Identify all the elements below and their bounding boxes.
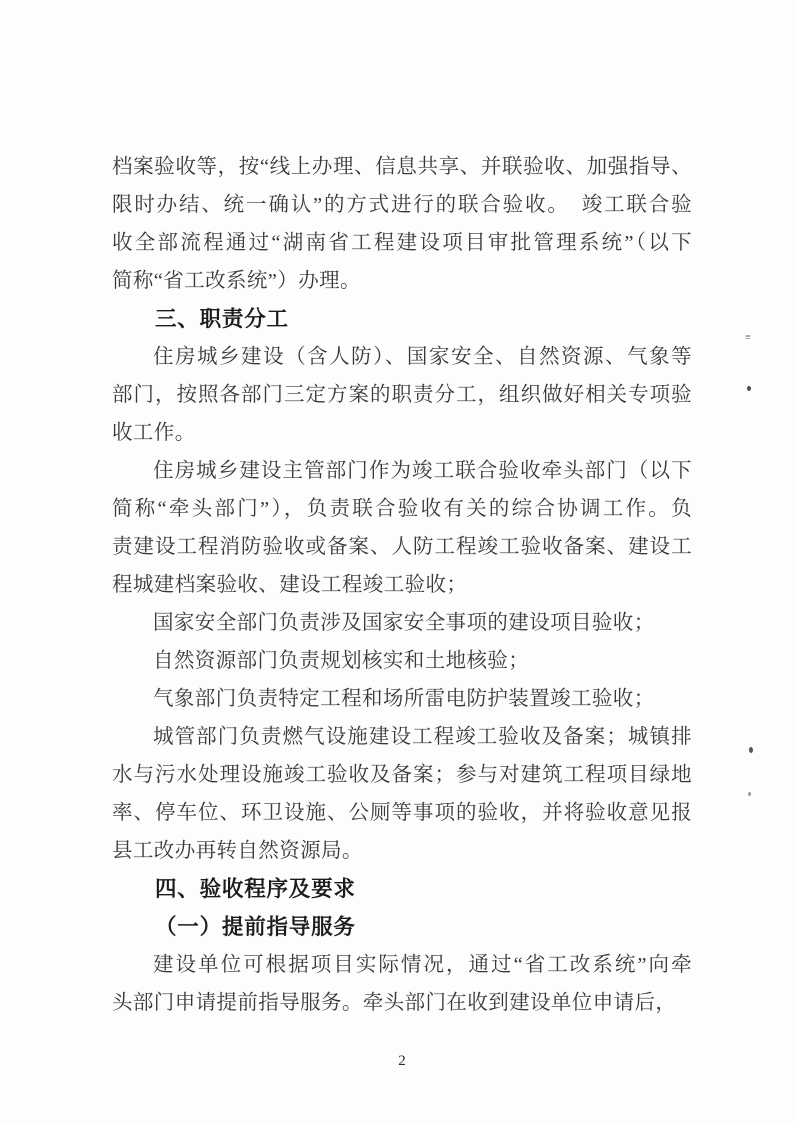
text-line: 国家安全部门负责涉及国家安全事项的建设项目验收； xyxy=(153,612,655,634)
text-line: 档案验收等，按“线上办理、信息共享、并联验收、加强指导、 xyxy=(112,156,692,178)
scan-speck-icon xyxy=(747,386,751,391)
text-line: 简称“牵头部门”），负责联合验收有关的综合协调工作。负 xyxy=(112,498,692,520)
document-body xyxy=(112,148,692,1022)
heading-line: 四、验收程序及要求 xyxy=(155,877,356,901)
text-line: 头部门申请提前指导服务。牵头部门在收到建设单位申请后， xyxy=(112,992,677,1014)
text-line: 城管部门负责燃气设施建设工程竣工验收及备案；城镇排 xyxy=(153,726,692,748)
scan-speck-icon xyxy=(749,747,753,753)
text-line: 住房城乡建设（含人防）、国家安全、自然资源、气象等 xyxy=(153,346,692,368)
text-line: 限时办结、统一确认”的方式进行的联合验收。 竣工联合验 xyxy=(112,194,692,216)
text-line: 部门，按照各部门三定方案的职责分工，组织做好相关专项验 xyxy=(112,384,692,406)
text-line: 率、停车位、环卫设施、公厕等事项的验收，并将验收意见报 xyxy=(112,802,692,824)
text-line: 程城建档案验收、建设工程竣工验收； xyxy=(112,574,468,596)
text-line: 气象部门负责特定工程和场所雷电防护装置竣工验收； xyxy=(153,688,655,710)
text-line: 水与污水处理设施竣工验收及备案；参与对建筑工程项目绿地 xyxy=(112,764,692,786)
heading-line: （一）提前指导服务 xyxy=(155,915,356,939)
scan-speck-icon: ≡ xyxy=(745,332,751,343)
text-line: 住房城乡建设主管部门作为竣工联合验收牵头部门（以下 xyxy=(153,460,692,482)
scan-speck-icon xyxy=(748,792,751,796)
heading-line: 三、职责分工 xyxy=(155,307,289,331)
text-line: 责建设工程消防验收或备案、人防工程竣工验收备案、建设工 xyxy=(112,536,692,558)
text-line: 收工作。 xyxy=(112,422,196,444)
text-line: 自然资源部门负责规划核实和土地核验； xyxy=(153,650,530,672)
text-line: 收全部流程通过“湖南省工程建设项目审批管理系统”（以下 xyxy=(112,232,692,254)
text-line: 县工改办再转自然资源局。 xyxy=(112,840,363,862)
page-number: 2 xyxy=(398,1053,406,1069)
text-line: 建设单位可根据项目实际情况，通过“省工改系统”向牵 xyxy=(153,954,692,976)
text-line: 简称“省工改系统”）办理。 xyxy=(112,270,361,292)
